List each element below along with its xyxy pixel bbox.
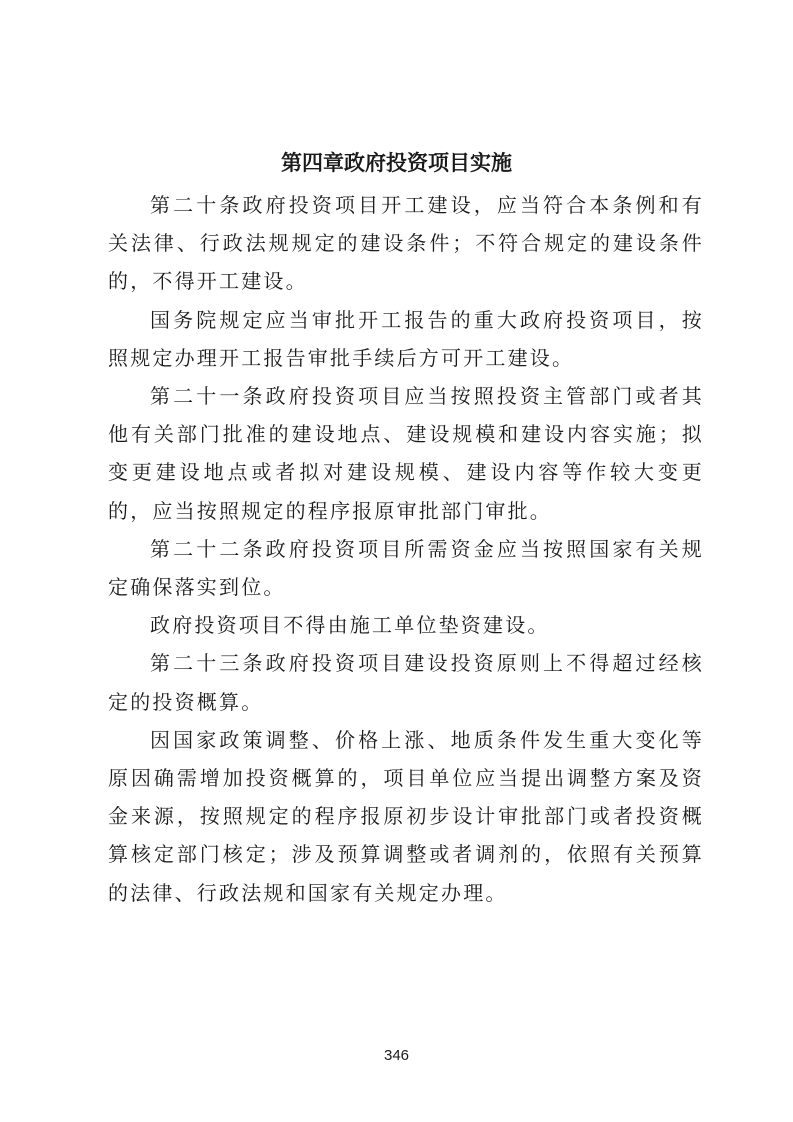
paragraph-article-20: 第二十条政府投资项目开工建设，应当符合本条例和有关法律、行政法规规定的建设条件；不符合规定的建设条件的，不得开工建设。 <box>108 193 704 294</box>
paragraph-article-21: 第二十一条政府投资项目应当按照投资主管部门或者其他有关部门批准的建设地点、建设规模和建设内容实施；拟变更建设地点或者拟对建设规模、建设内容等作较大变更的，应当按照规定的程序报原审批部门审批。 <box>108 384 704 523</box>
paragraph-article-23: 第二十三条政府投资项目建设投资原则上不得超过经核定的投资概算。 <box>108 651 704 714</box>
paragraph-budget-adjustment: 因国家政策调整、价格上涨、地质条件发生重大变化等原因确需增加投资概算的，项目单位应当提出调整方案及资金来源，按照规定的程序报原初步设计审批部门或者投资概算核定部门核定；涉及预算调整或者调剂的，依照有关预算的法律、行政法规和国家有关规定办理。 <box>108 727 704 905</box>
chapter-title: 第四章政府投资项目实施 <box>281 151 512 175</box>
paragraph-start-report: 国务院规定应当审批开工报告的重大政府投资项目，按照规定办理开工报告审批手续后方可开工建设。 <box>108 307 704 370</box>
paragraph-article-22: 第二十二条政府投资项目所需资金应当按照国家有关规定确保落实到位。 <box>108 536 704 600</box>
paragraph-no-advance-funding: 政府投资项目不得由施工单位垫资建设。 <box>150 613 550 638</box>
page-number: 346 <box>383 1047 410 1064</box>
chapter-body <box>108 186 704 912</box>
